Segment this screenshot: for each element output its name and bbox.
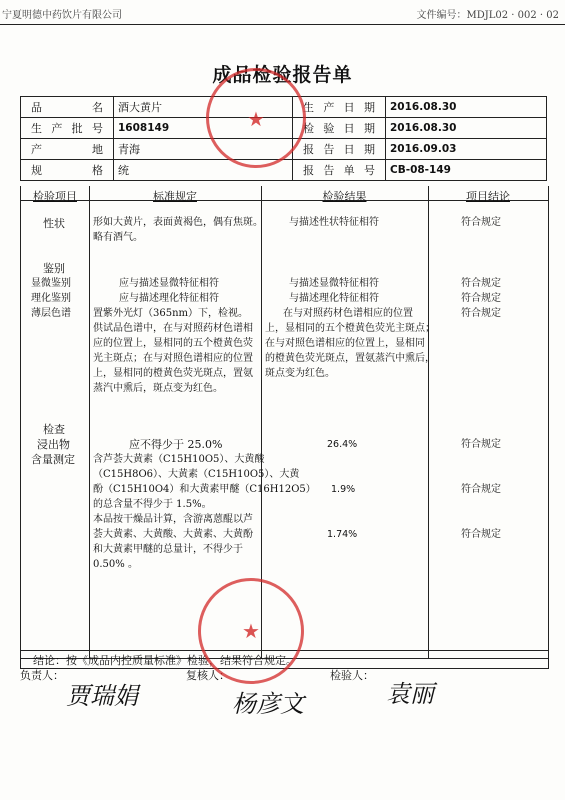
idate-value: 2016.08.30 (386, 118, 547, 139)
std-hanliang-4: 的总含量不得少于 1.5%。 (93, 499, 212, 510)
std-bocen-3: 应的位置上，显相同的五个橙黄色荧 (93, 338, 253, 349)
signature-inspector: 袁丽 (386, 680, 434, 708)
std-hanliang-5: 本品按干燥品计算，含游离蒽醌以芦 (93, 514, 253, 525)
item-xingzhuang: 性状 (43, 217, 65, 230)
rno-value: CB-08-149 (386, 160, 547, 181)
origin-value: 青海 (114, 139, 293, 160)
result-lihua: 与描述理化特征相符 (289, 293, 379, 304)
item-jiancha: 检查 (43, 423, 65, 436)
conc-lihua: 符合规定 (461, 293, 501, 304)
quality-stamp-top (206, 68, 306, 168)
std-hanliang-1: 含芦荟大黄素（C15H10O5）、大黄酸 (93, 454, 265, 465)
item-hanliang: 含量测定 (31, 453, 75, 466)
result-bocen-3: 在与对照色谱相应的位置上，显相同 (265, 338, 425, 349)
stamp-star-icon: ★ (242, 619, 260, 643)
conc-jinchuwu: 符合规定 (461, 439, 501, 450)
std-bocen-4: 光主斑点；在与对照色谱相应的位置 (93, 353, 253, 364)
item-lihua: 理化鉴别 (31, 293, 71, 304)
item-jianbie: 鉴别 (43, 262, 65, 275)
signature-manager: 贾瑞娟 (66, 682, 138, 710)
pdate-value: 2016.08.30 (386, 97, 547, 118)
std-bocen-1: 置紫外光灯（365nm）下，检视。 (93, 308, 249, 319)
std-hanliang-8: 0.50% 。 (93, 559, 138, 570)
results-table (20, 186, 549, 659)
file-number: 文件编号：MDJL02 · 002 · 02 (416, 10, 559, 21)
sign-label-reviewer: 复核人： (186, 669, 230, 682)
conc-hanliang-free: 符合规定 (461, 529, 501, 540)
idate-label: 检验日期 (293, 118, 386, 139)
col-header-standard: 标准规定 (153, 190, 197, 203)
result-bocen-2: 上，显相同的五个橙黄色荧光主斑点； (265, 323, 435, 334)
std-xingzhuang-2: 略有酒气。 (93, 232, 143, 243)
company-name: 宁夏明德中药饮片有限公司 (2, 10, 122, 21)
rdate-value: 2016.09.03 (386, 139, 547, 160)
std-hanliang-6: 荟大黄素、大黄酸、大黄素、大黄酚 (93, 529, 253, 540)
result-jinchuwu: 26.4% (327, 439, 358, 450)
result-xingzhuang: 与描述性状特征相符 (289, 217, 379, 228)
item-bocen: 薄层色谱 (31, 308, 71, 319)
result-bocen-4: 的橙黄色荧光斑点，置氨蒸汽中熏后， (265, 353, 435, 364)
rdate-label: 报告日期 (293, 139, 386, 160)
col-divider (89, 186, 90, 658)
spec-value: 统 (114, 160, 293, 181)
result-xianwei: 与描述显微特征相符 (289, 278, 379, 289)
conclusion-text: 结论：按《成品内控质量标准》检验，结果符合规定。 (33, 654, 297, 667)
col-header-conclusion: 项目结论 (466, 190, 510, 203)
header-rule (0, 24, 565, 25)
std-bocen-6: 蒸汽中熏后，斑点变为红色。 (93, 383, 223, 394)
std-bocen-5: 上，显相同的橙黄色荧光斑点，置氨 (93, 368, 253, 379)
conc-hanliang-total: 符合规定 (461, 484, 501, 495)
conc-bocen: 符合规定 (461, 308, 501, 319)
result-bocen-5: 斑点变为红色。 (265, 368, 335, 379)
std-bocen-2: 供试品色谱中，在与对照药材色谱相 (93, 323, 253, 334)
spec-label: 规 格 (21, 160, 114, 181)
std-hanliang-2: （C15H8O6）、大黄素（C15H10O5）、大黄 (93, 469, 300, 480)
conc-xianwei: 符合规定 (461, 278, 501, 289)
batch-label: 生产批号 (21, 118, 114, 139)
std-xingzhuang-1: 形如大黄片，表面黄褐色，偶有焦斑。 (93, 217, 263, 228)
item-xianwei: 显微鉴别 (31, 278, 71, 289)
pdate-label: 生产日期 (293, 97, 386, 118)
sign-label-inspector: 检验人： (330, 669, 374, 682)
std-jinchuwu: 应不得少于 25.0% (129, 438, 223, 451)
std-lihua: 应与描述理化特征相符 (119, 293, 219, 304)
result-bocen-1: 在与对照药材色谱相应的位置 (283, 308, 413, 319)
origin-label: 产 地 (21, 139, 114, 160)
col-divider (428, 186, 429, 658)
col-header-item: 检验项目 (33, 190, 77, 203)
sign-label-manager: 负责人： (20, 669, 64, 682)
result-hanliang-free: 1.74% (327, 529, 358, 540)
stamp-star-icon: ★ (247, 107, 265, 131)
quality-stamp-bottom (198, 578, 304, 684)
name-label: 品 名 (21, 97, 114, 118)
rno-label: 报告单号 (293, 160, 386, 181)
std-hanliang-3: 酚（C15H10O4）和大黄素甲醚（C16H12O5） (93, 484, 316, 495)
std-xianwei: 应与描述显微特征相符 (119, 278, 219, 289)
batch-value: 1608149 (114, 118, 293, 139)
conc-xingzhuang: 符合规定 (461, 217, 501, 228)
page-title: 成品检验报告单 (212, 64, 353, 86)
col-header-result: 检验结果 (322, 190, 367, 203)
result-hanliang-total: 1.9% (331, 484, 356, 495)
item-jinchuwu: 浸出物 (37, 438, 70, 451)
signature-reviewer: 杨彦文 (232, 690, 304, 718)
std-hanliang-7: 和大黄素甲醚的总量计，不得少于 (93, 544, 243, 555)
name-value: 酒大黄片 (114, 97, 293, 118)
